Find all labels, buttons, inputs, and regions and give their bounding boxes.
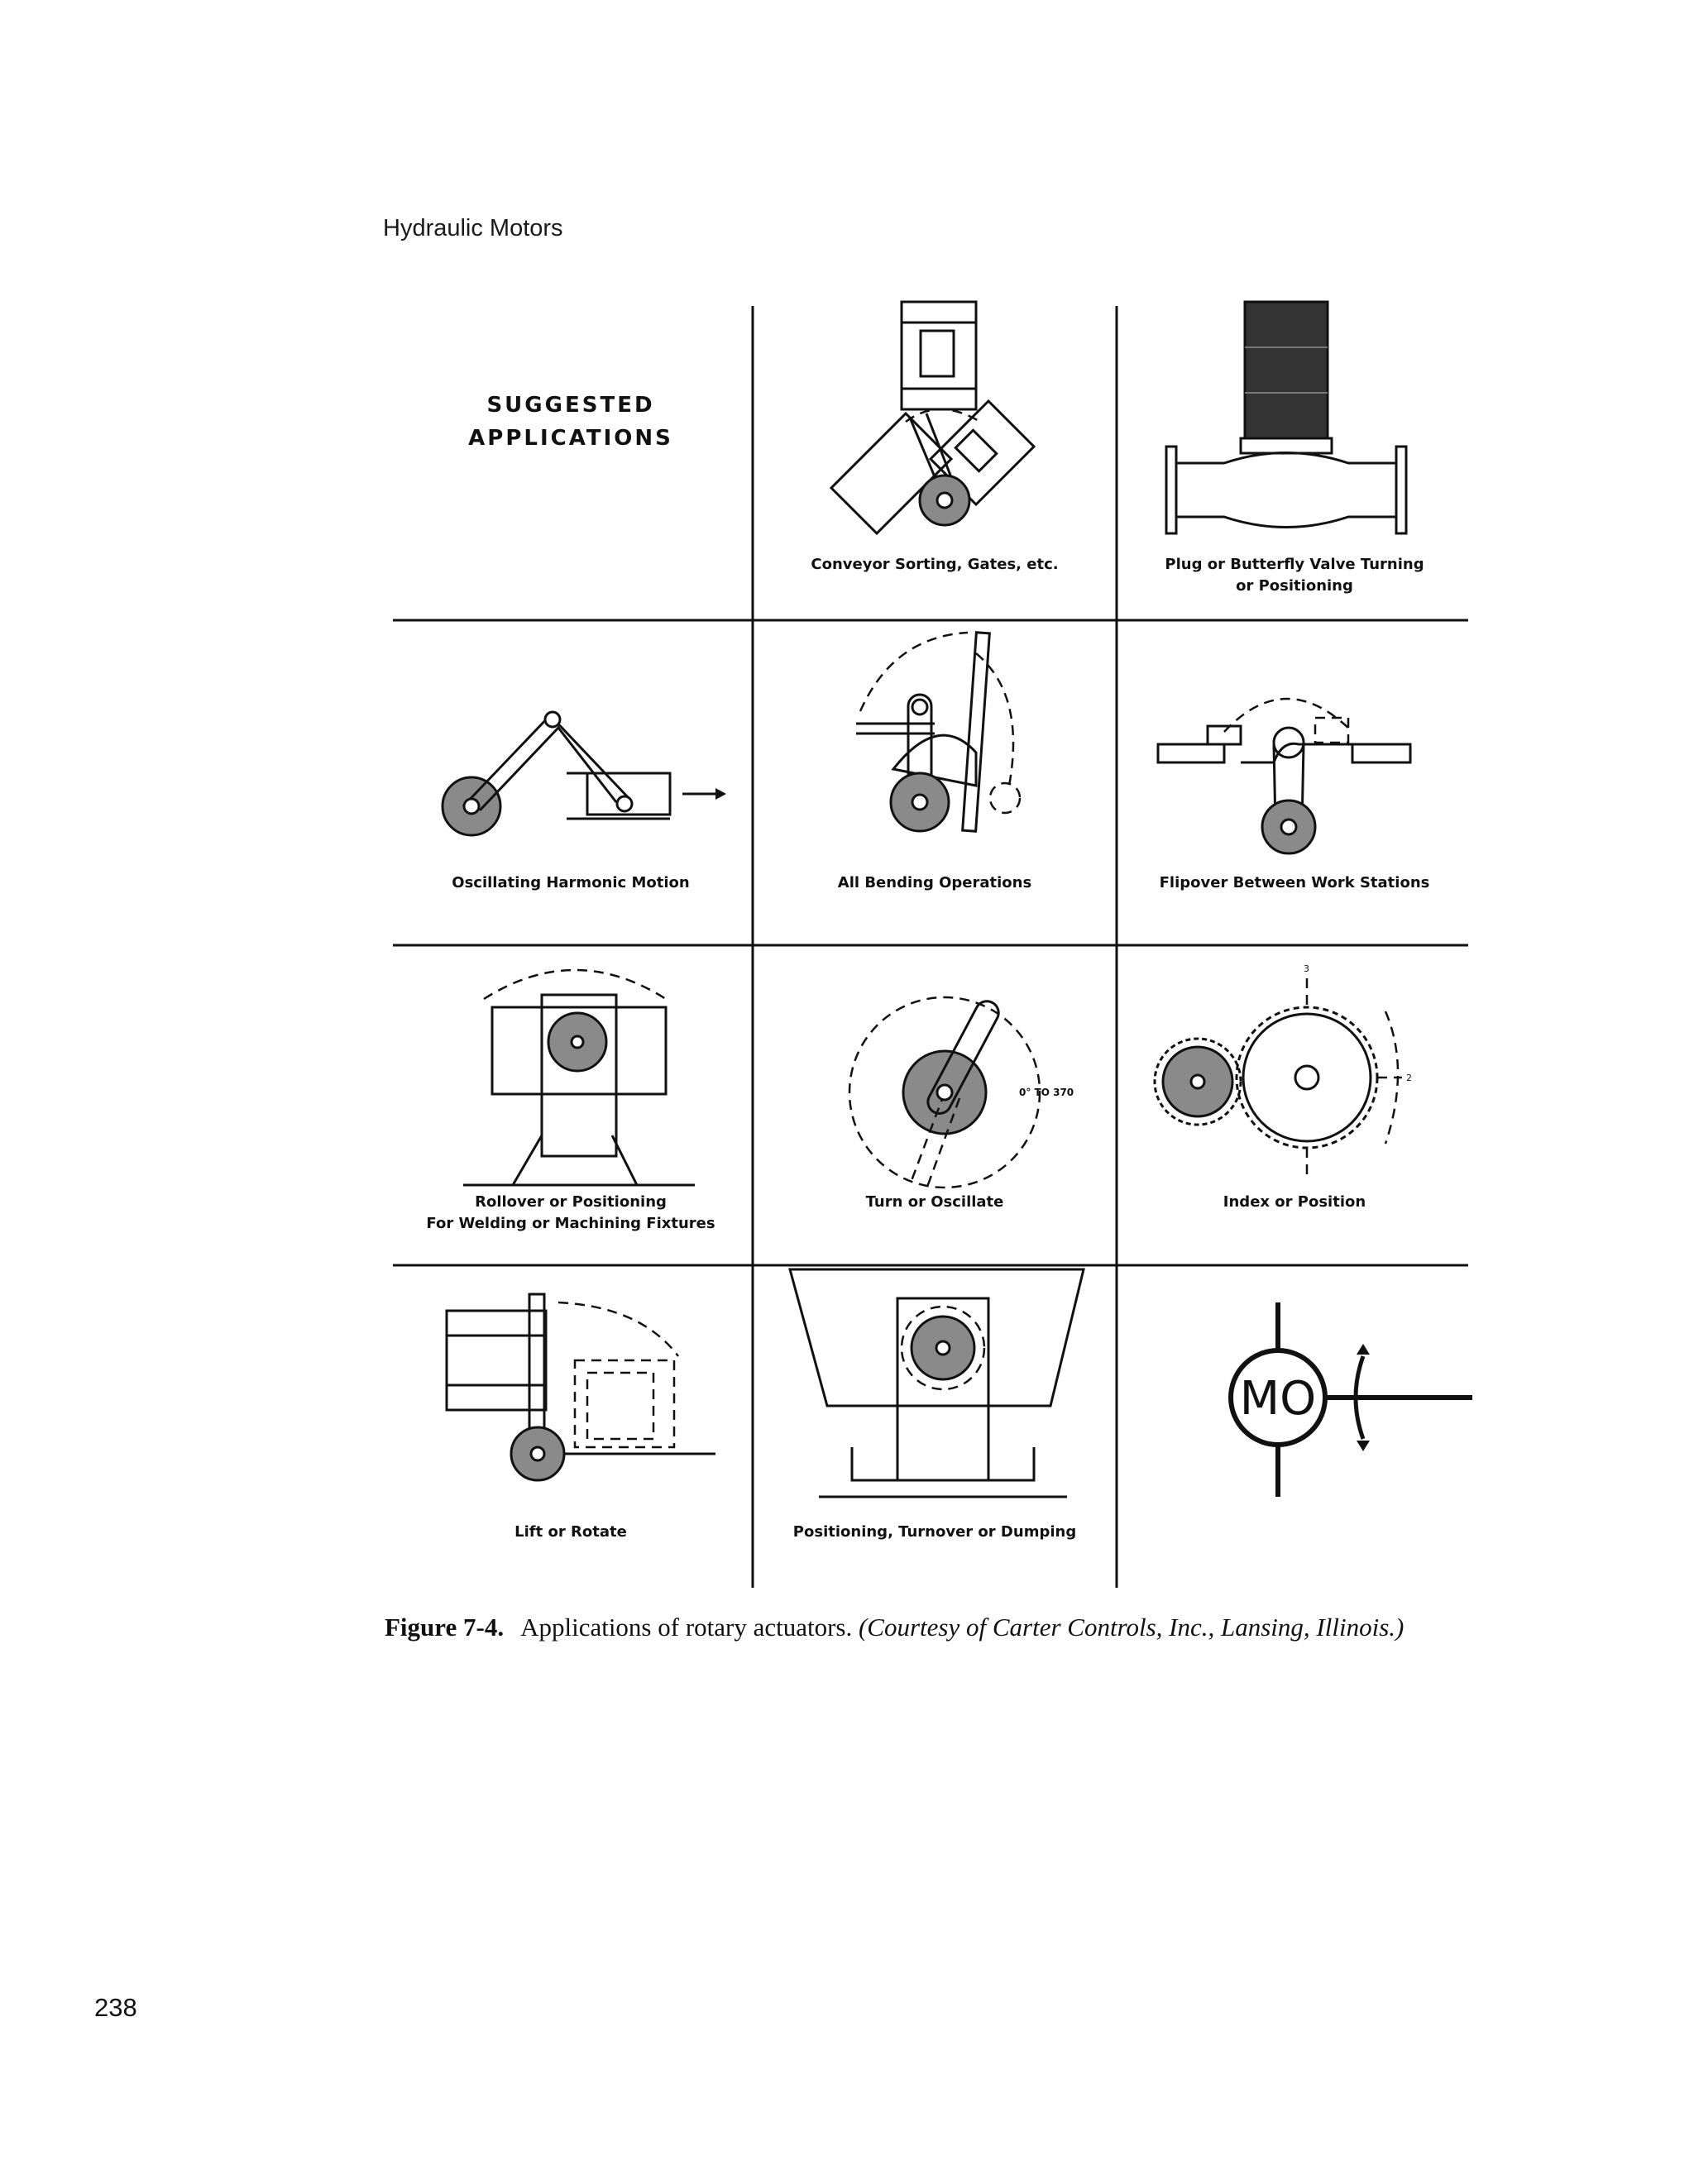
label-turn-oscillate: Turn or Oscillate — [865, 1193, 1004, 1211]
lift-rotate-drawing — [389, 1265, 753, 1530]
index-position-drawing — [1117, 945, 1472, 1193]
cell-index-position — [1117, 945, 1472, 1265]
page-number: 238 — [94, 1993, 137, 2022]
turnover-dumping-drawing — [753, 1265, 1117, 1530]
label-turnover-dumping: Positioning, Turnover or Dumping — [792, 1523, 1077, 1541]
motor-symbol-text: MO — [1239, 1372, 1317, 1426]
heading-line-1: SUGGESTED — [486, 393, 655, 418]
index-mark-right: 2 — [1406, 1073, 1412, 1083]
label-lift-rotate: Lift or Rotate — [514, 1523, 627, 1541]
harmonic-motion-drawing — [389, 620, 753, 885]
figure-number: Figure 7-4. — [385, 1613, 505, 1642]
running-head: Hydraulic Motors — [383, 215, 563, 241]
cell-rollover — [389, 945, 753, 1265]
label-valve-turning-2: or Positioning — [1236, 577, 1353, 595]
cell-valve-turning — [1117, 298, 1472, 620]
label-rollover-1: Rollover or Positioning — [475, 1193, 667, 1211]
index-mark-top: 3 — [1304, 963, 1309, 974]
applications-figure — [389, 298, 1472, 1592]
cell-lift-rotate — [389, 1265, 753, 1588]
rotary-motor-symbol — [1117, 1265, 1472, 1588]
valve-drawing — [1117, 298, 1472, 562]
cell-turnover-dumping — [753, 1265, 1117, 1588]
label-conveyor-sorting: Conveyor Sorting, Gates, etc. — [811, 556, 1059, 573]
caption-text: Applications of rotary actuators. — [520, 1613, 853, 1642]
turn-range-label: 0° TO 370 — [1019, 1087, 1074, 1098]
bending-drawing — [753, 620, 1117, 885]
cell-oscillating-harmonic — [389, 620, 753, 945]
rollover-drawing — [389, 945, 753, 1193]
figure-caption — [385, 1613, 1404, 1642]
cell-conveyor-sorting — [753, 298, 1117, 620]
cell-bending-operations — [753, 620, 1117, 945]
cell-flipover — [1117, 620, 1472, 945]
flipover-drawing — [1117, 620, 1472, 885]
turn-oscillate-drawing — [753, 945, 1117, 1193]
caption-credit: (Courtesy of Carter Controls, Inc., Lansing, Illinois.) — [858, 1613, 1404, 1642]
conveyor-sorting-drawing — [753, 298, 1117, 562]
label-index-position: Index or Position — [1223, 1193, 1366, 1211]
cell-motor-symbol — [1117, 1265, 1472, 1588]
label-oscillating-harmonic: Oscillating Harmonic Motion — [452, 874, 690, 891]
heading-line-2: APPLICATIONS — [468, 426, 673, 451]
label-flipover: Flipover Between Work Stations — [1159, 874, 1430, 891]
label-valve-turning-1: Plug or Butterfly Valve Turning — [1165, 556, 1424, 573]
label-rollover-2: For Welding or Machining Fixtures — [426, 1215, 715, 1232]
label-bending-operations: All Bending Operations — [837, 874, 1032, 891]
cell-turn-oscillate — [753, 945, 1117, 1265]
heading-cell — [389, 298, 753, 620]
